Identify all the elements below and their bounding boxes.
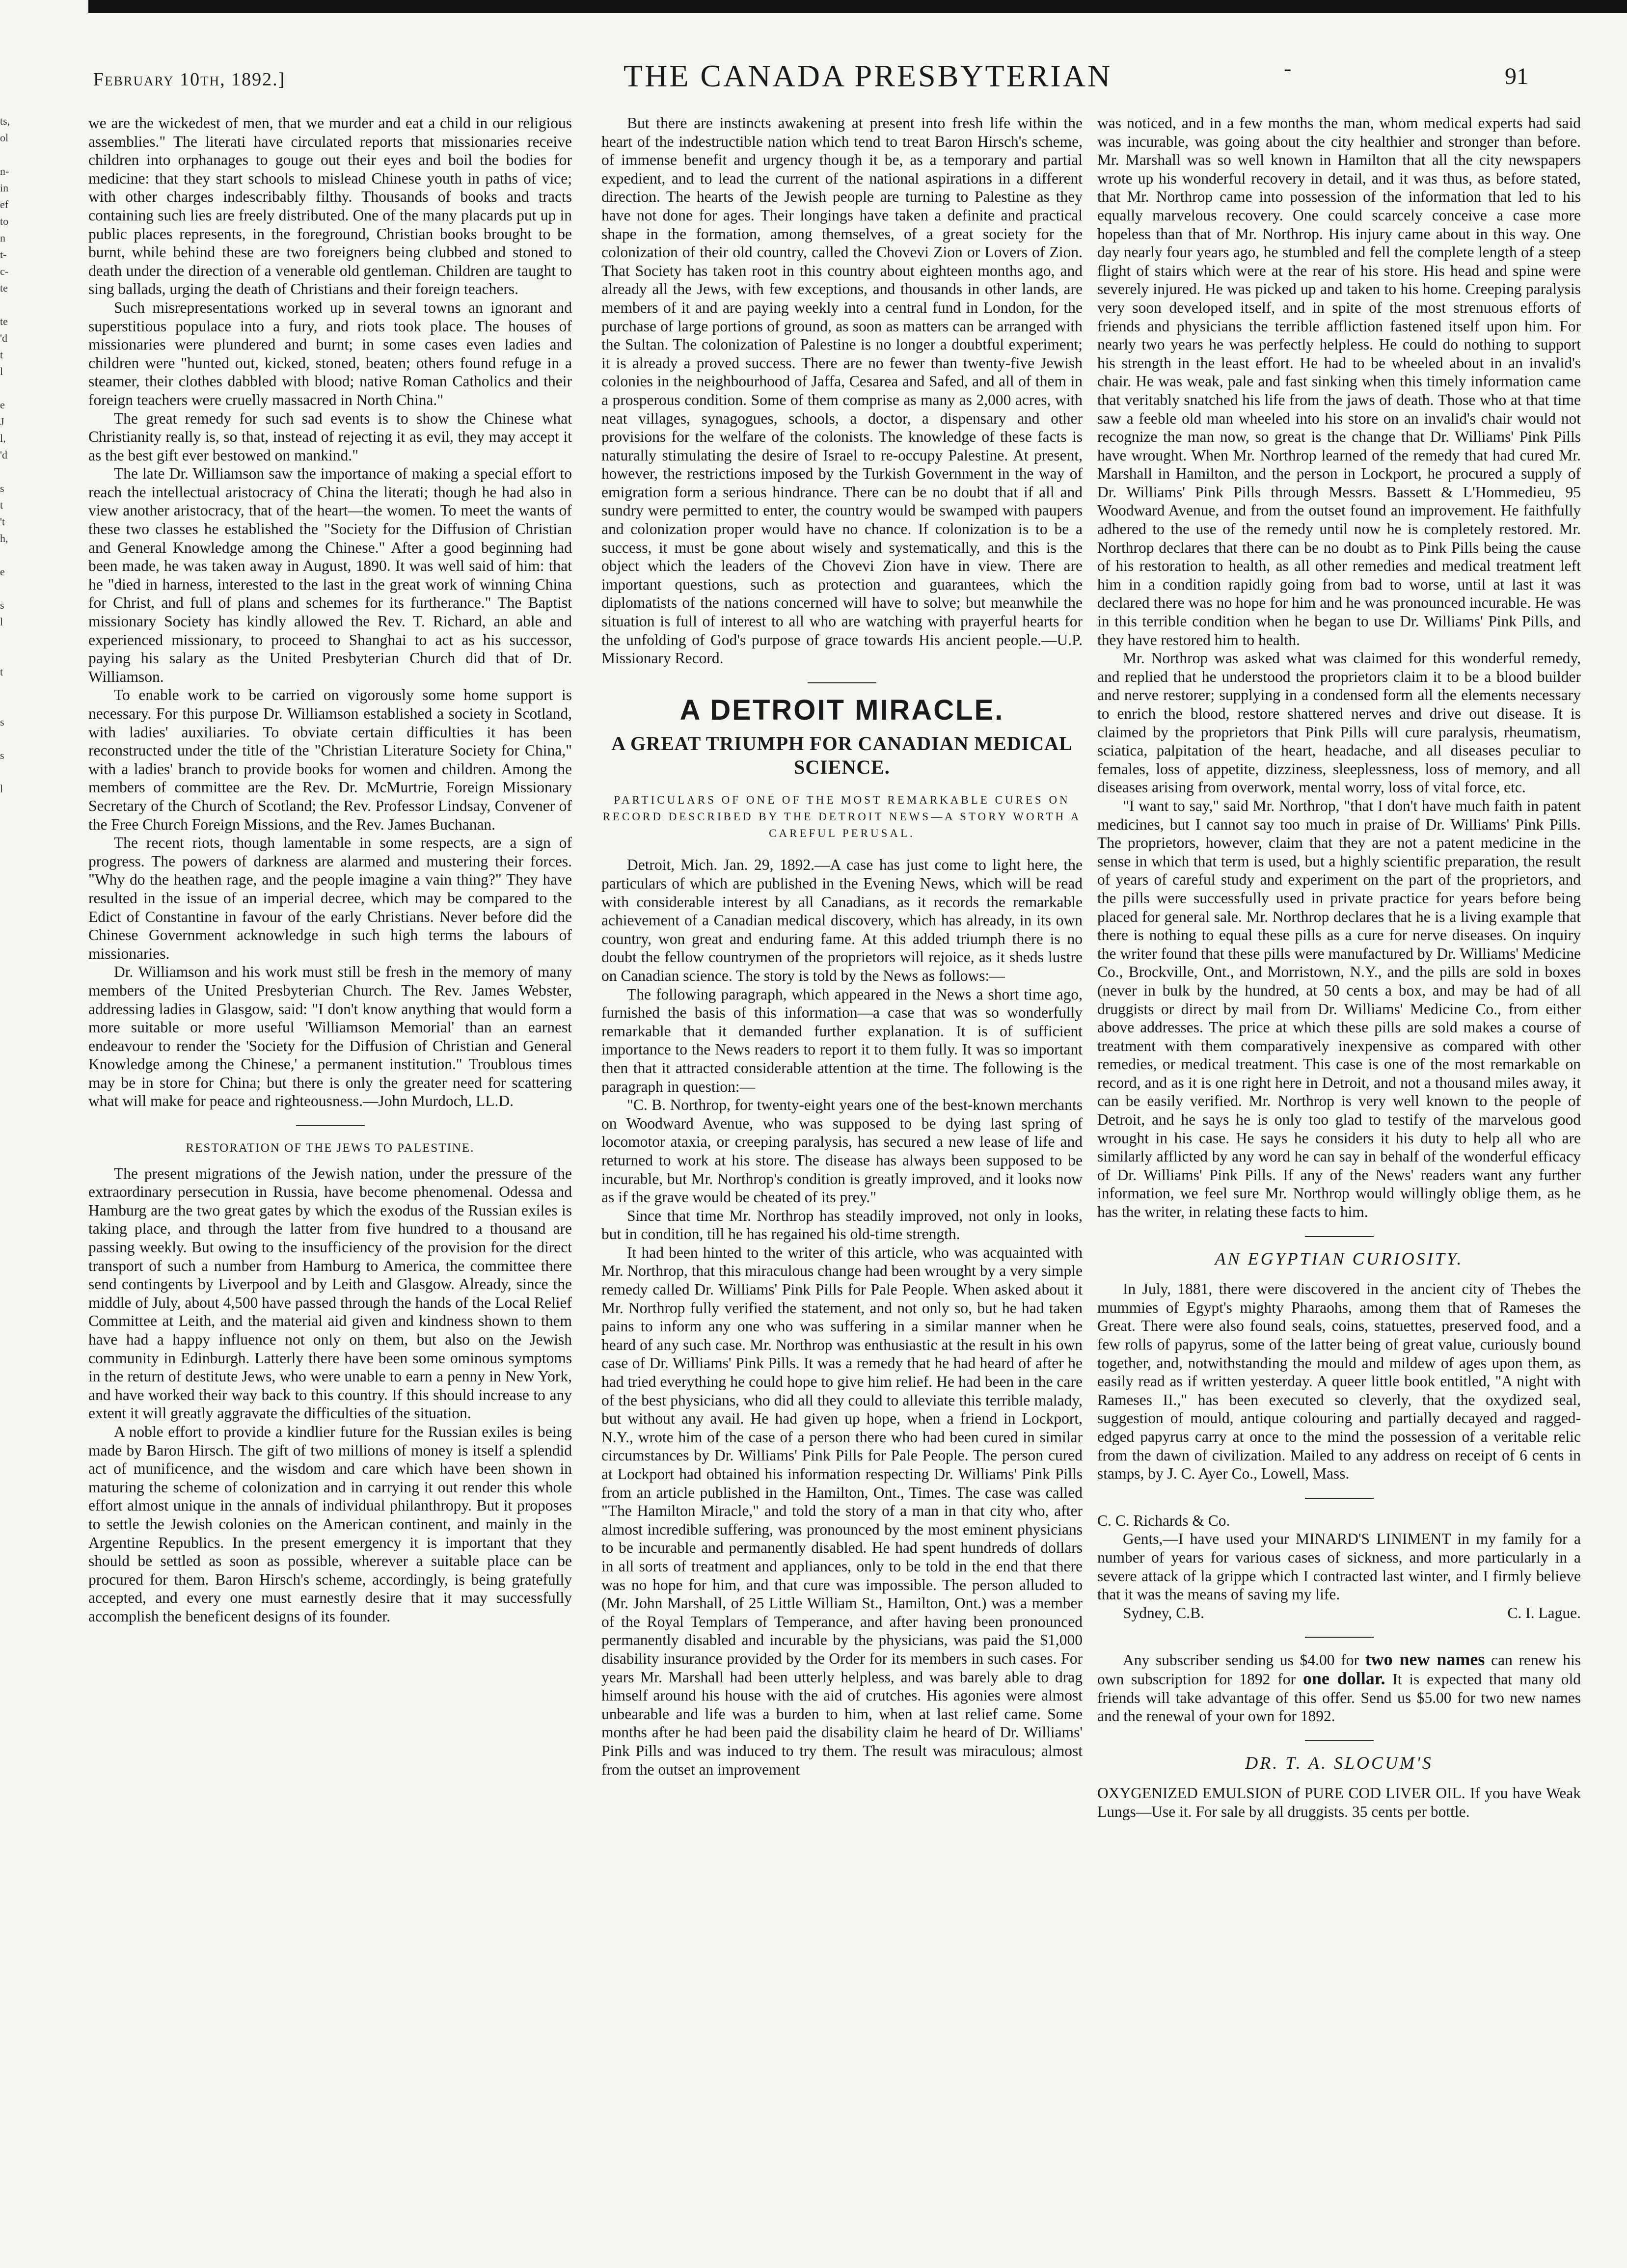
- article-paragraph: we are the wickedest of men, that we murder and eat a child in our religious assemblies." The literati have circulated reports that missionaries receive children into orphanages to gouge out their eyes and boil the bodies for medicine: that they start schools to mislead Chinese youth in paths of vice; with other charges indescribably filthy. Thousands of books and tracts containing such lies are freely distributed. One of the many placards put up in public places represents, in the foreground, Christian books brought to be burnt, while behind these are two foreigners being clubbed and stoned to death under the direction of a venerable old gentleman. Children are taught to sing ballads, urging the death of Christians and their foreign teachers.: [88, 114, 572, 298]
- article-paragraph: The great remedy for such sad events is to show the Chinese what Christianity really is, so that, instead of rejecting it as evil, they may accept it as the best gift ever bestowed on mankind.": [88, 409, 572, 464]
- notice-text: It is expected that many old friends will take advantage of this offer. Send us $5.00 for two new names and the renewal of your own for 1892.: [1097, 1670, 1581, 1725]
- edge-fragment: l: [0, 365, 3, 378]
- edge-fragment: t-: [0, 248, 7, 261]
- advertisement-heading: DR. T. A. SLOCUM'S: [1245, 1753, 1433, 1773]
- edge-fragment: 'd: [0, 449, 7, 461]
- section-divider: [1305, 1740, 1374, 1741]
- edge-fragment: [0, 146, 20, 163]
- article-paragraph: The present migrations of the Jewish nation, under the pressure of the extraordinary persecution in Russia, have become phenomenal. Odessa and Hamburg are the two great gates by which the exodus of the Russian exiles is taking place, and through the latter from five hundred to a thousand are passing weekly. But owing to the insufficiency of the provision for the direct transport of such a number from Hamburg to America, the committee there send contingents by Liverpool and by Leith and Glasgow. Already, since the middle of July, about 4,500 have passed through the hands of the Local Relief Committee at Leith, and the material aid given and kindness shown to them have had a happy influence not only on them, but also on the Jewish community in Edinburgh. Latterly there have been some ominous symptoms in the return of destitute Jews, who were unable to earn a penny in New York, and have worked their way back to this country. If this should increase to any extent it will greatly aggravate the difficulties of the situation.: [88, 1164, 572, 1422]
- article-paragraph: "C. B. Northrop, for twenty-eight years one of the best-known merchants on Woodward Avenue, who was supposed to be dying last spring of locomotor ataxia, or creeping paralysis, has secured a new lease of life and returned to work at his store. The disease has always been supposed to be incurable, but Mr. Northrop's condition is greatly improved, and it looks now as if the grave would be cheated of its prey.": [601, 1096, 1083, 1206]
- signature-name: C. I. Lague.: [1507, 1604, 1581, 1621]
- edge-fragment: 'd: [0, 332, 7, 344]
- masthead-title: THE CANADA PRESBYTERIAN: [624, 58, 1112, 93]
- signature-place: Sydney, C.B.: [1123, 1604, 1204, 1621]
- edge-fragment: s: [0, 749, 4, 761]
- letter-body: Gents,—I have used your MINARD'S LINIMENT in my family for a number of years for various cases of sickness, and more particularly in a severe attack of la grippe which I contracted last winter, and I firmly believe that it was the means of saving my life.: [1097, 1530, 1581, 1603]
- edge-fragment: t: [0, 666, 3, 678]
- column-2: [601, 114, 1083, 1779]
- edge-fragment: t: [0, 499, 3, 511]
- article-paragraph: To enable work to be carried on vigorously some home support is necessary. For this purpose Dr. Williamson established a society in Scotland, with ladies' auxiliaries. To obviate certain difficulties it has been reconstructed under the title of the "Christian Literature Society for China," with a ladies' branch to provide books for women and children. Among the members of committee are the Rev. Dr. McMurtrie, Foreign Missionary Secretary of the Church of Scotland; the Rev. Professor Lindsay, Convener of the Free Church Foreign Missions, and the Rev. James Buchanan.: [88, 686, 572, 833]
- section-divider: [1305, 1498, 1374, 1499]
- edge-fragment: te: [0, 282, 8, 294]
- headline: A DETROIT MIRACLE.: [679, 694, 1004, 726]
- subheadline: A GREAT TRIUMPH FOR CANADIAN MEDICAL SCIENCE.: [611, 732, 1073, 779]
- article-paragraph: The recent riots, though lamentable in some respects, are a sign of progress. The powers of darkness are alarmed and mustering their forces. "Why do the heathen rage, and the people imagine a vain thing?" They have resulted in the issue of an imperial decree, which may be compared to the Edict of Constantine in favour of the early Christians. Never before did the Chinese Government acknowledge in such high terms the labours of missionaries.: [88, 834, 572, 962]
- column-3: [1097, 114, 1581, 1821]
- section-heading: RESTORATION OF THE JEWS TO PALESTINE.: [186, 1141, 475, 1155]
- edge-fragment: te: [0, 315, 8, 327]
- article-paragraph: It had been hinted to the writer of this article, who was acquainted with Mr. Northrop, that this miraculous change had been wrought by a very simple remedy called Dr. Williams' Pink Pills for Pale People. When asked about it Mr. Northrop fully verified the statement, and not only so, but he had taken pains to inform any one who was suffering in a similar manner when he heard of any such case. Mr. Northrop was enthusiastic at the result in his own case of Dr. Williams' Pink Pills. It was a remedy that he had heard of after he had tried everything he could hope to give him relief. He had been in the care of the best physicians, who did all they could to alleviate this terrible malady, but without any avail. He had given up hope, when a friend in Lockport, N.Y., wrote him of the case of a person there who had been cured in similar circumstances by Dr. Williams' Pink Pills for Pale People. The person cured at Lockport had obtained his information respecting Dr. Williams' Pink Pills from an article published in the Hamilton, Ont., Times. The case was called "The Hamilton Miracle," and told the story of a man in that city who, after almost incredible suffering, was pronounced by the most eminent physicians to be incurable and permanently disabled. He had spent hundreds of dollars in all sorts of treatment and appliances, only to be told in the end that there was no hope for him, and that cure was impossible. The person alluded to (Mr. John Marshall, of 25 Little William St., Hamilton, Ont.) was a member of the Royal Templars of Temperance, and after having been pronounced permanently disabled and incurable by the physicians, was paid the $1,000 disability insurance provided by the Order for its members in such cases. For years Mr. Marshall had been utterly helpless, and was barely able to drag himself around his house with the aid of crutches. His agonies were almost unbearable and life was a burden to him, when at last relief came. Some months after he had been paid the disability claim he heard of Dr. Williams' Pink Pills and was induced to try them. The result was miraculous; almost from the outset an improvement: [601, 1243, 1083, 1778]
- article-paragraph: Detroit, Mich. Jan. 29, 1892.—A case has just come to light here, the particulars of which are published in the Evening News, which will be read with considerable interest by all Canadians, as it records the remarkable achievement of a Canadian medical discovery, which has already, in its own country, won great and enduring fame. At this added triumph there is no doubt the fellow countrymen of the proprietors will rejoice, as it sheds lustre on Canadian science. The story is told by the News as follows:—: [601, 856, 1083, 984]
- edge-fragment: l: [0, 616, 3, 628]
- edge-fragment: n: [0, 232, 5, 244]
- edge-fragment: c-: [0, 265, 9, 277]
- edge-fragment: h,: [0, 532, 8, 544]
- edge-fragment: [0, 380, 20, 397]
- edge-fragment: s: [0, 716, 4, 728]
- advertisement-body: OXYGENIZED EMULSION of PURE COD LIVER OIL. If you have Weak Lungs—Use it. For sale by all druggists. 35 cents per bottle.: [1097, 1784, 1581, 1820]
- letter-addressee: C. C. Richards & Co.: [1097, 1512, 1230, 1529]
- edge-fragment: ef: [0, 198, 9, 211]
- top-border-bar: [88, 0, 1627, 13]
- subscription-notice: [1097, 1650, 1581, 1725]
- edge-fragment: l: [0, 783, 3, 795]
- article-paragraph: The late Dr. Williamson saw the importance of making a special effort to reach the intellectual aristocracy of China the literati; though he had also in view another aristocracy, that of the heart—the women. To meet the wants of these two classes he established the "Society for the Diffusion of Christian and General Knowledge among the Chinese." After a good beginning had been made, he was taken away in August, 1890. It was well said of him: that he "died in harness, interested to the last in the great work of winning China for Christ, and full of plans and schemes for its furtherance." The Baptist missionary Society has kindly allowed the Rev. T. Richard, an able and experienced missionary, to proceed to Shanghai to act as his successor, paying his salary as the United Presbyterian Church did that of Dr. Williamson.: [88, 465, 572, 685]
- section-divider: [808, 682, 876, 683]
- edge-fragment: [0, 730, 20, 747]
- deck-text: PARTICULARS OF ONE OF THE MOST REMARKABLE CURES ON RECORD DESCRIBED BY THE DETROIT NEWS—A STORY WORTH A CAREFUL PERUSAL.: [602, 794, 1082, 840]
- article-paragraph: A noble effort to provide a kindlier future for the Russian exiles is being made by Baron Hirsch. The gift of two millions of money is itself a splendid act of munificence, and the wisdom and care which have been shown in maturing the scheme of colonization and in carrying it out render this whole effort almost unique in the annals of individual philanthropy. But it proposes to settle the Jewish colonies on the American continent, and mainly in the Argentine Republics. In the present emergency it is important that they should be settled as soon as possible, wherever a suitable place can be procured for them. Baron Hirsch's scheme, accordingly, is being gratefully accepted, and every one must earnestly desire that it may successfully accomplish the beneficent designs of its founder.: [88, 1423, 572, 1625]
- edge-fragment: [0, 463, 20, 480]
- edge-fragment: J: [0, 415, 4, 428]
- edge-fragment: [0, 630, 20, 647]
- edge-fragment: e: [0, 399, 5, 411]
- edge-fragment: [0, 647, 20, 664]
- edge-fragment: [0, 680, 20, 697]
- article-paragraph: But there are instincts awakening at present into fresh life within the heart of the indestructible nation which tend to treat Baron Hirsch's scheme, of immense benefit and urgency though it be, as a temporary and partial expedient, and to lead the current of the national aspirations in a different direction. The hearts of the Jewish people are turning to Palestine as they have not done for ages. Their longings have taken a definite and practical shape in the formation, among themselves, of a great society for the colonization of their old country, called the Chovevi Zion or Lovers of Zion. That Society has taken root in this country about eighteen months ago, and already all the Jews, with few exceptions, and thousands in other lands, are members of it and are paying weekly into a central fund in London, for the purchase of large portions of ground, as soon as matters can be arranged with the Sultan. The colonization of Palestine is no longer a doubtful experiment; it is already a proved success. There are no fewer than twenty-five Jewish colonies in the neighbourhood of Jaffa, Cesarea and Safed, and all of them in a prosperous condition. Some of them comprise as many as 2,000 acres, with neat villages, synagogues, schools, a doctor, a dispensary and other provisions for the welfare of the colonists. The knowledge of these facts is naturally stimulating the desire of Israel to re-occupy Palestine. At present, however, the restrictions imposed by the Turkish Government in the way of emigration form a serious hindrance. There can be no doubt that if all and sundry were permitted to enter, the country would be swamped with paupers and colonization proper would have no chance. If colonization is to be a success, it must be gone about wisely and systematically, and this is the object which the leaders of the Chovevi Zion have in view. There are important questions, such as protection and guarantees, which the diplomatists of the nations concerned will have to solve; but meanwhile the situation is full of interest to all who are watching with prayerful hearts for the unfolding of God's purpose of grace towards His ancient people.—U.P. Missionary Record.: [601, 114, 1083, 667]
- notice-emphasis: one dollar.: [1302, 1668, 1385, 1688]
- article-paragraph: Since that time Mr. Northrop has steadily improved, not only in looks, but in condition, till he has regained his old-time strength.: [601, 1207, 1083, 1243]
- notice-emphasis: two new names: [1365, 1649, 1485, 1670]
- article-paragraph: In July, 1881, there were discovered in the ancient city of Thebes the mummies of Egypt's mighty Pharaohs, among them that of Rameses the Great. There were also found seals, coins, statuettes, preserved food, and a few rolls of papyrus, some of the latter being of great value, curiously bound together, and, notwithstanding the mould and mildew of ages upon them, as easily read as if written yesterday. A queer little book entitled, "A night with Rameses II.," has been executed so cleverly, that the oxydized seal, suggestion of mould, antique colouring and partially decayed and ragged-edged papyrus carry at once to the mind the possession of a veritable relic from the dawn of civilization. Mailed to any address on receipt of 6 cents in stamps, by J. C. Ayer Co., Lowell, Mass.: [1097, 1280, 1581, 1483]
- edge-fragment: ol: [0, 132, 9, 144]
- notice-text: can renew his own subscription for 1892 for: [1097, 1651, 1581, 1688]
- article-paragraph: was noticed, and in a few months the man, whom medical experts had said was incurable, was going about the city healthier and stronger than before. Mr. Marshall was so well known in Hamilton that all the city newspapers wrote up his wonderful recovery in detail, and it was thus, as before stated, that Mr. Northrop came into possession of the information that led to his equally marvelous recovery. One could scarcely conceive a case more hopeless than that of Mr. Northrop. His injury came about in this way. One day nearly four years ago, he stumbled and fell the complete length of a steep flight of stairs which were at the rear of his store. His head and spine were severely injured. He was picked up and taken to his home. Creeping paralysis very soon developed itself, and in spite of the most strenuous efforts of friends and physicians the terrible affliction fastened itself upon him. For nearly two years he was perfectly helpless. He could do nothing to support his strength in the least effort. He had to be wheeled about in an invalid's chair. He was weak, pale and fast sinking when this timely information came that veritably snatched his life from the jaws of death. Those who at that time saw a feeble old man wheeled into his store on an invalid's chair would not recognize the man now, so great is the change that Dr. Williams' Pink Pills have wrought. When Mr. Northrop learned of the remedy that had cured Mr. Marshall in Hamilton, and the person in Lockport, he procured a supply of Dr. Williams' Pink Pills through Messrs. Bassett & L'Hommedieu, 95 Woodward Avenue, and from the outset found an improvement. He faithfully adhered to the use of the remedy until now he is completely restored. Mr. Northrop declares that there can be no doubt as to Pink Pills being the cause of his restoration to health, as all other remedies and medical treatment left him in a condition rapidly going from bad to worse, until at last it was declared there was no hope for him and he was pronounced incurable. He was in this terrible condition when he began to use Dr. Williams' Pink Pills, and they have restored him to health.: [1097, 114, 1581, 648]
- column-1: [88, 114, 572, 1626]
- article-paragraph: Dr. Williamson and his work must still be fresh in the memory of many members of the United Presbyterian Church. The Rev. James Webster, addressing ladies in Glasgow, said: "I don't know anything that would form a more suitable or more useful 'Williamson Memorial' than an earnest endeavour to render the 'Society for the Diffusion of Christian and General Knowledge among the Chinese,' a permanent institution." Troublous times may be in store for China; but there is only the greater need for scattering what will make for peace and righteousness.—John Murdoch, LL.D.: [88, 963, 572, 1110]
- letter-signature: [1097, 1604, 1581, 1622]
- article-paragraph: The following paragraph, which appeared in the News a short time ago, furnished the basis of this information—a case that was so wonderfully remarkable that it demanded further explanation. It is of sufficient importance to the News readers to report it to them fully. It was so important then that it attracted considerable attention at the time. The following is the paragraph in question:—: [601, 985, 1083, 1095]
- section-divider: [296, 1125, 365, 1126]
- article-paragraph: Mr. Northrop was asked what was claimed for this wonderful remedy, and replied that he understood the proprietors claim it to be a blood builder and nerve restorer; supplying in a condensed form all the elements necessary to enrich the blood, restore shattered nerves and drive out disease. It is claimed by the proprietors that Pink Pills will cure paralysis, rheumatism, sciatica, palpitation of the heart, headache, and all diseases peculiar to females, loss of appetite, dizziness, sleeplessness, loss of memory, and all diseases arising from overwork, mental worry, loss of vital force, etc.: [1097, 649, 1581, 796]
- left-edge-fragments: [0, 113, 20, 797]
- section-divider: [1305, 1637, 1374, 1638]
- edge-fragment: ts,: [0, 115, 10, 127]
- article-paragraph: "I want to say," said Mr. Northrop, "that I don't have much faith in patent medicines, but I cannot say too much in praise of Dr. Williams' Pink Pills. The proprietors, however, claim that they are not a patent medicine in the sense in which that term is used, but a highly scientific preparation, the result of years of careful study and experiment on the part of the proprietors, and the pills were successfully used in private practice for years before being placed for general sale. Mr. Northrop declares that he is a living example that there is nothing to equal these pills as a cure for nerve diseases. On inquiry the writer found that these pills were manufactured by Dr. Williams' Medicine Co., Brockville, Ont., and Morristown, N.Y., and the pills are sold in boxes (never in bulk by the hundred, at 50 cents a box, and may be had of all druggists or direct by mail from Dr. Williams' Medicine Co., from either above addresses. The price at which these pills are sold makes a course of treatment with them comparatively inexpensive as compared with other remedies, or medical treatment. This case is one of the most remarkable on record, and as it is one right here in Detroit, and not a thousand miles away, it can be easily verified. Mr. Northrop is very well known to the people of Detroit, and he says he is only too glad to testify of the marvelous good wrought in his case. He says he considers it his duty to help all who are similarly afflicted by any word he can say in behalf of the wonderful efficacy of Dr. Williams' Pink Pills. If any of the News' readers want any further information, we feel sure Mr. Northrop would willingly oblige them, as he has the writer, in relating these facts to him.: [1097, 797, 1581, 1221]
- edge-fragment: s: [0, 482, 4, 494]
- section-heading: AN EGYPTIAN CURIOSITY.: [1215, 1248, 1464, 1269]
- edge-fragment: l,: [0, 432, 6, 444]
- edge-fragment: [0, 580, 20, 597]
- article-paragraph: Such misrepresentations worked up in several towns an ignorant and superstitious populace into a fury, and riots took place. The houses of missionaries were plundered and burnt; in some cases even ladies and children were "hunted out, kicked, stoned, beaten; others found refuge in a steamer, their clothes dabbled with blood; native Roman Catholics and their foreign teachers were cruelly massacred in North China.": [88, 298, 572, 408]
- edge-fragment: [0, 297, 20, 313]
- edge-fragment: t: [0, 349, 3, 361]
- edge-fragment: n-: [0, 165, 9, 177]
- edge-fragment: s: [0, 599, 4, 611]
- header-dash: -: [1284, 55, 1292, 81]
- issue-date: February 10th, 1892.]: [93, 69, 286, 90]
- section-divider: [1305, 1236, 1374, 1237]
- notice-text: Any subscriber sending us $4.00 for: [1123, 1651, 1359, 1669]
- edge-fragment: to: [0, 215, 9, 227]
- edge-fragment: 't: [0, 515, 5, 528]
- edge-fragment: [0, 697, 20, 714]
- edge-fragment: [0, 547, 20, 564]
- edge-fragment: in: [0, 182, 9, 194]
- edge-fragment: e: [0, 566, 5, 578]
- edge-fragment: [0, 764, 20, 781]
- page-number: 91: [1505, 63, 1528, 89]
